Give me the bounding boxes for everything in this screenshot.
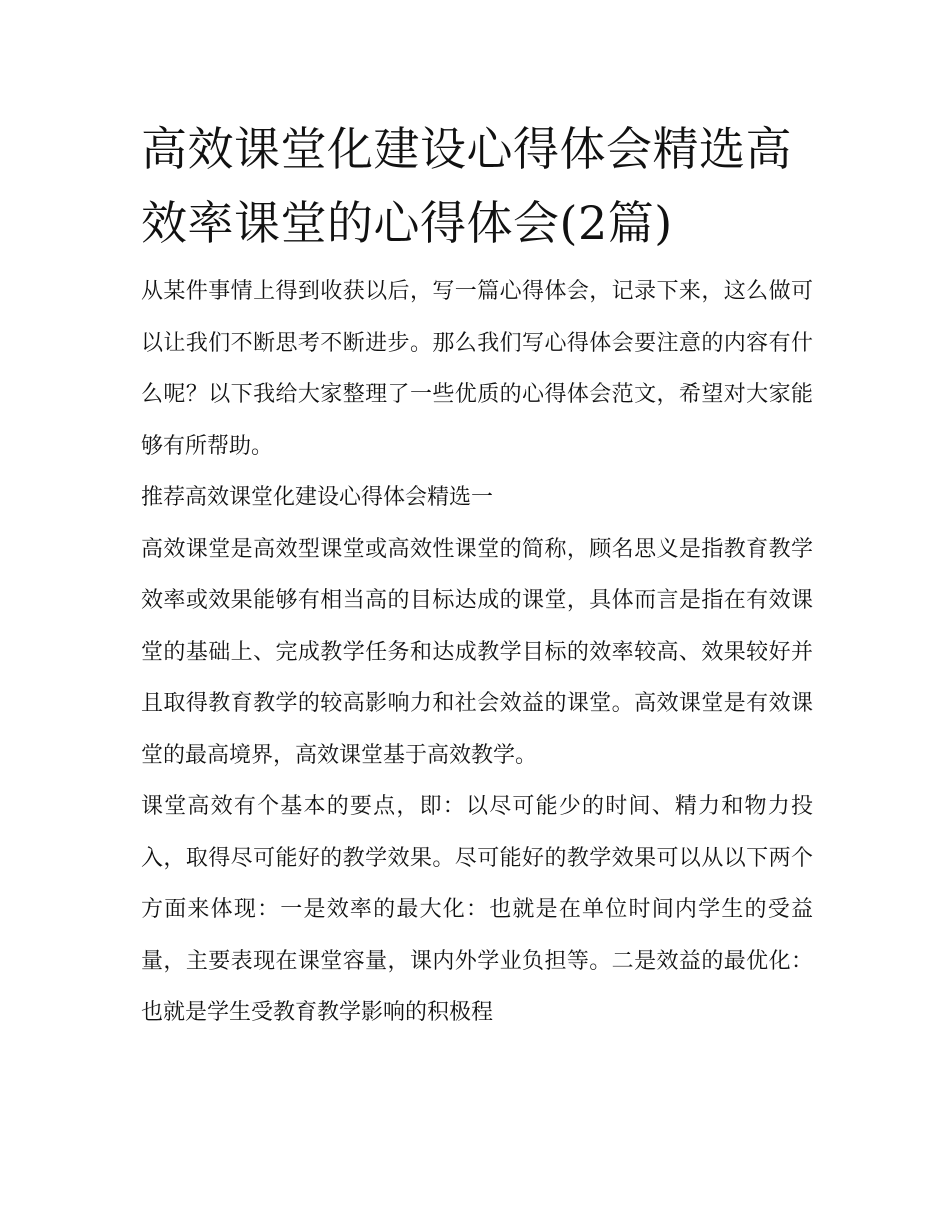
body-paragraph-1: 高效课堂是高效型课堂或高效性课堂的简称，顾名思义是指教育教学效率或效果能够有相当高的目标达成的课堂，具体而言是指在有效课堂的基础上、完成教学任务和达成教学目标的效率较高、效果较好并且取得教育教学的较高影响力和社会效益的课堂。高效课堂是有效课堂的最高境界，高效课堂基于高效教学。 [141,536,813,768]
section-heading: 推荐高效课堂化建设心得体会精选一 [141,485,494,510]
document-body [141,112,813,1039]
document-title: 高效课堂化建设心得体会精选高效率课堂的心得体会(2篇) [141,122,792,250]
intro-paragraph: 从某件事情上得到收获以后，写一篇心得体会，记录下来，这么做可以让我们不断思考不断进步。那么我们写心得体会要注意的内容有什么呢？以下我给大家整理了一些优质的心得体会范文，希望对大家能够有所帮助。 [141,279,813,459]
body-paragraph-2: 课堂高效有个基本的要点，即：以尽可能少的时间、精力和物力投入，取得尽可能好的教学效果。尽可能好的教学效果可以从以下两个方面来体现：一是效率的最大化：也就是在单位时间内学生的受益量，主要表现在课堂容量，课内外学业负担等。二是效益的最优化：也就是学生受教育教学影响的积极程 [141,794,813,1025]
